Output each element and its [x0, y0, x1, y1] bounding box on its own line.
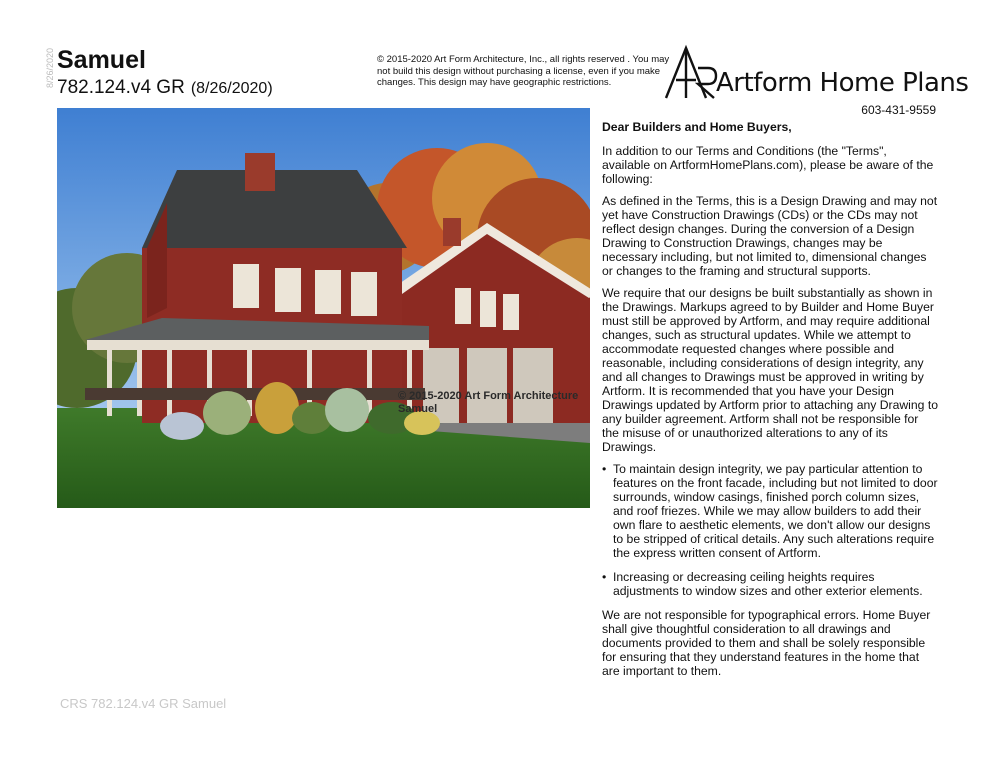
logo-mark-icon: [664, 44, 720, 100]
builder-notice: [602, 120, 938, 686]
vertical-date: 8/26/2020: [45, 47, 55, 89]
bullet-icon: •: [602, 462, 607, 476]
plan-name: Samuel: [57, 46, 146, 74]
notice-paragraph: As defined in the Terms, this is a Design Drawing and may not yet have Construction Drawings (CDs) or the CDs may not reflect design changes. During the conversion of a Design Drawing to Construction Drawings, changes may be necessary including, but not limited to, dimensional changes or changes to the framing and structural supports.: [602, 194, 938, 278]
plan-date: (8/26/2020): [190, 80, 273, 97]
image-watermark: © 2015-2020 Art Form Architecture Samuel: [398, 390, 579, 415]
logo-text: Artform Home Plans: [716, 68, 969, 98]
house-rendering: [57, 108, 590, 508]
notice-paragraph: We are not responsible for typographical errors. Home Buyer shall give thoughtful consideration to all drawings and documents provided to them and shall be solely responsible for ensuring that they understand features in the home that are important to them.: [602, 608, 931, 678]
notice-paragraph: We require that our designs be built substantially as shown in the Drawings. Markups agreed to by Builder and Home Buyer must still be approved by Artform, and may require additional changes, such as structural updates. While we attempt to accommodate requested changes where possible and reasonable, including considerations of design integrity, any and all changes to Drawings must be approved in writing by Artform. It is recommended that you have your Design Drawings updated by Artform prior to attaching any Drawing to any builder agreement. Artform shall not be responsible for the misuse of or unauthorized alterations to any of its Drawings.: [602, 286, 939, 454]
artform-logo: [664, 44, 969, 102]
copyright-notice: © 2015-2020 Art Form Architecture, Inc., all rights reserved . You may not build this design without purchasing a license, even if you make changes. This design may have geographic restrictions.: [377, 54, 670, 88]
notice-bullet-item: • Increasing or decreasing ceiling heights requires adjustments to window sizes and other exterior elements.: [602, 570, 923, 598]
plan-number: 782.124.v4 GR: [57, 77, 185, 98]
notice-greeting: Dear Builders and Home Buyers,: [602, 120, 792, 134]
phone-number: 603-431-9559: [861, 103, 936, 117]
notice-bullet-list: [602, 462, 938, 598]
footer-reference: CRS 782.124.v4 GR Samuel: [60, 696, 227, 711]
notice-bullet-item: • To maintain design integrity, we pay particular attention to features on the front facade, including but not limited to door surrounds, window casings, finished porch column sizes, and roof friezes. While we may allow builders to add their own flare to aesthetic elements, we don't allow our designs to be stripped of critical details. Any such alterations require the express written consent of Artform.: [602, 462, 938, 560]
bullet-icon: •: [602, 570, 607, 584]
plan-number-line: [57, 77, 273, 99]
notice-paragraph: In addition to our Terms and Conditions (the "Terms", available on ArtformHomePlans.com), please be aware of the following:: [602, 144, 934, 186]
